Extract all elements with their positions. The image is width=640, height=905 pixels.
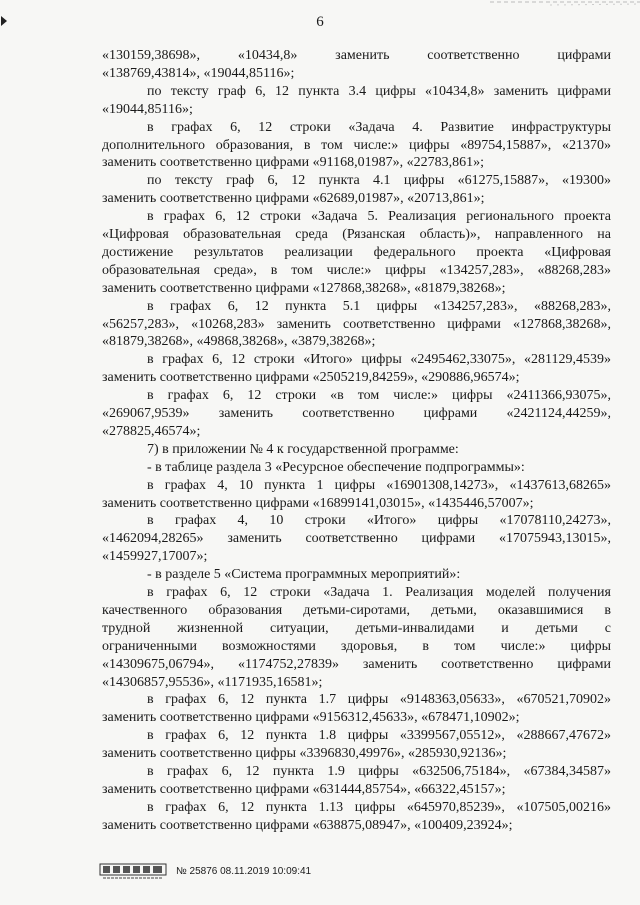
text-line: в графах 6, 12 пункта 1.7 цифры «9148363,05633», «670521,70902» xyxy=(147,692,611,708)
text-line: в графах 6, 12 строки «в том числе:» цифры «2411366,93075», xyxy=(147,388,611,404)
page-number: 6 xyxy=(316,14,324,30)
text-line: «81879,38268», «49868,38268», «3879,38268»; xyxy=(102,334,376,350)
text-line: заменить соответственно цифрами «91168,01987», «22783,861»; xyxy=(102,155,485,171)
text-line: заменить соответственно цифрами «62689,01987», «20713,861»; xyxy=(102,191,485,207)
text-line: в графах 6, 12 строки «Задача 4. Развитие инфраструктуры xyxy=(147,119,611,135)
text-line: в графах 4, 10 пункта 1 цифры «16901308,14273», «1437613,68265» xyxy=(147,477,611,493)
text-line: заменить соответственно цифрами «16899141,03015», «1435446,57007»; xyxy=(102,495,534,511)
text-line: 7) в приложении № 4 к государственной программе: xyxy=(147,441,459,457)
text-line: «14306857,95536», «1171935,16581»; xyxy=(102,674,323,690)
registry-stamp-icon xyxy=(99,860,167,882)
text-line: в графах 6, 12 строки «Задача 1. Реализация моделей получения xyxy=(147,585,611,600)
text-line: в графах 4, 10 строки «Итого» цифры «17078110,24273», xyxy=(147,513,611,529)
text-line: по тексту граф 6, 12 пункта 3.4 цифры «10434,8» заменить цифрами xyxy=(147,83,611,99)
text-line: «14309675,06794», «1174752,27839» заменить соответственно цифрами xyxy=(102,656,611,672)
scan-artifact xyxy=(490,0,640,10)
text-line: заменить соответственно цифрами «127868,38268», «81879,38268»; xyxy=(102,280,506,296)
text-line: ограниченными возможностями здоровья, в том числе:» цифры xyxy=(102,638,611,654)
text-line: трудной жизненной ситуации, детьми-инвалидами и детьми с xyxy=(102,620,611,636)
text-line: «269067,9539» заменить соответственно цифрами «2421124,44259», xyxy=(102,406,611,421)
text-line: в графах 6, 12 строки «Итого» цифры «2495462,33075», «281129,4539» xyxy=(147,352,611,368)
text-line: в графах 6, 12 пункта 5.1 цифры «134257,283», «88268,283», xyxy=(147,298,611,314)
text-line: дополнительного образования, в том числе:» цифры «89754,15887», «21370» xyxy=(102,137,611,153)
text-line: заменить соответственно цифры «3396830,49976», «285930,92136»; xyxy=(102,746,507,762)
text-line: заменить соответственно цифрами «9156312,45633», «678471,10902»; xyxy=(102,710,520,726)
text-line: - в разделе 5 «Система программных мероприятий»: xyxy=(147,567,461,583)
text-line: «19044,85116»; xyxy=(102,101,193,117)
text-line: в графах 6, 12 пункта 1.8 цифры «3399567,05512», «288667,47672» xyxy=(147,728,611,744)
text-line: «Цифровая образовательная среда (Рязанская область)», направленного на xyxy=(102,227,611,242)
text-line: в графах 6, 12 пункта 1.9 цифры «632506,75184», «67384,34587» xyxy=(147,764,611,779)
text-line: «278825,46574»; xyxy=(102,423,201,439)
text-line: «1459927,17007»; xyxy=(102,549,208,565)
text-line: в графах 6, 12 строки «Задача 5. Реализация регионального проекта xyxy=(147,209,611,225)
text-line: - в таблице раздела 3 «Ресурсное обеспечение подпрограммы»: xyxy=(147,459,525,475)
text-line: заменить соответственно цифрами «638875,08947», «100409,23924»; xyxy=(102,817,513,833)
text-line: заменить соответственно цифрами «631444,85754», «66322,45157»; xyxy=(102,781,506,797)
text-line: «138769,43814», «19044,85116»; xyxy=(102,65,295,81)
text-line: по тексту граф 6, 12 пункта 4.1 цифры «61275,15887», «19300» xyxy=(147,173,611,189)
text-line: «1462094,28265» заменить соответственно цифрами «17075943,13015», xyxy=(102,531,611,547)
registration-stamp: № 25876 08.11.2019 10:09:41 xyxy=(176,866,312,877)
text-line: качественного образования детьми-сиротами, детьми, оказавшимися в xyxy=(102,602,611,618)
text-line: образовательная среда», в том числе:» цифры «134257,283», «88268,283» xyxy=(102,262,611,278)
text-line: «130159,38698», «10434,8» заменить соответственно цифрами xyxy=(102,48,611,63)
text-line: заменить соответственно цифрами «2505219,84259», «290886,96574»; xyxy=(102,370,520,386)
text-line: достижение результатов реализации федерального проекта «Цифровая xyxy=(102,244,611,260)
text-line: «56257,283», «10268,283» заменить соответственно цифрами «127868,38268», xyxy=(102,316,611,332)
text-line: в графах 6, 12 пункта 1.13 цифры «645970,85239», «107505,00216» xyxy=(147,799,611,815)
